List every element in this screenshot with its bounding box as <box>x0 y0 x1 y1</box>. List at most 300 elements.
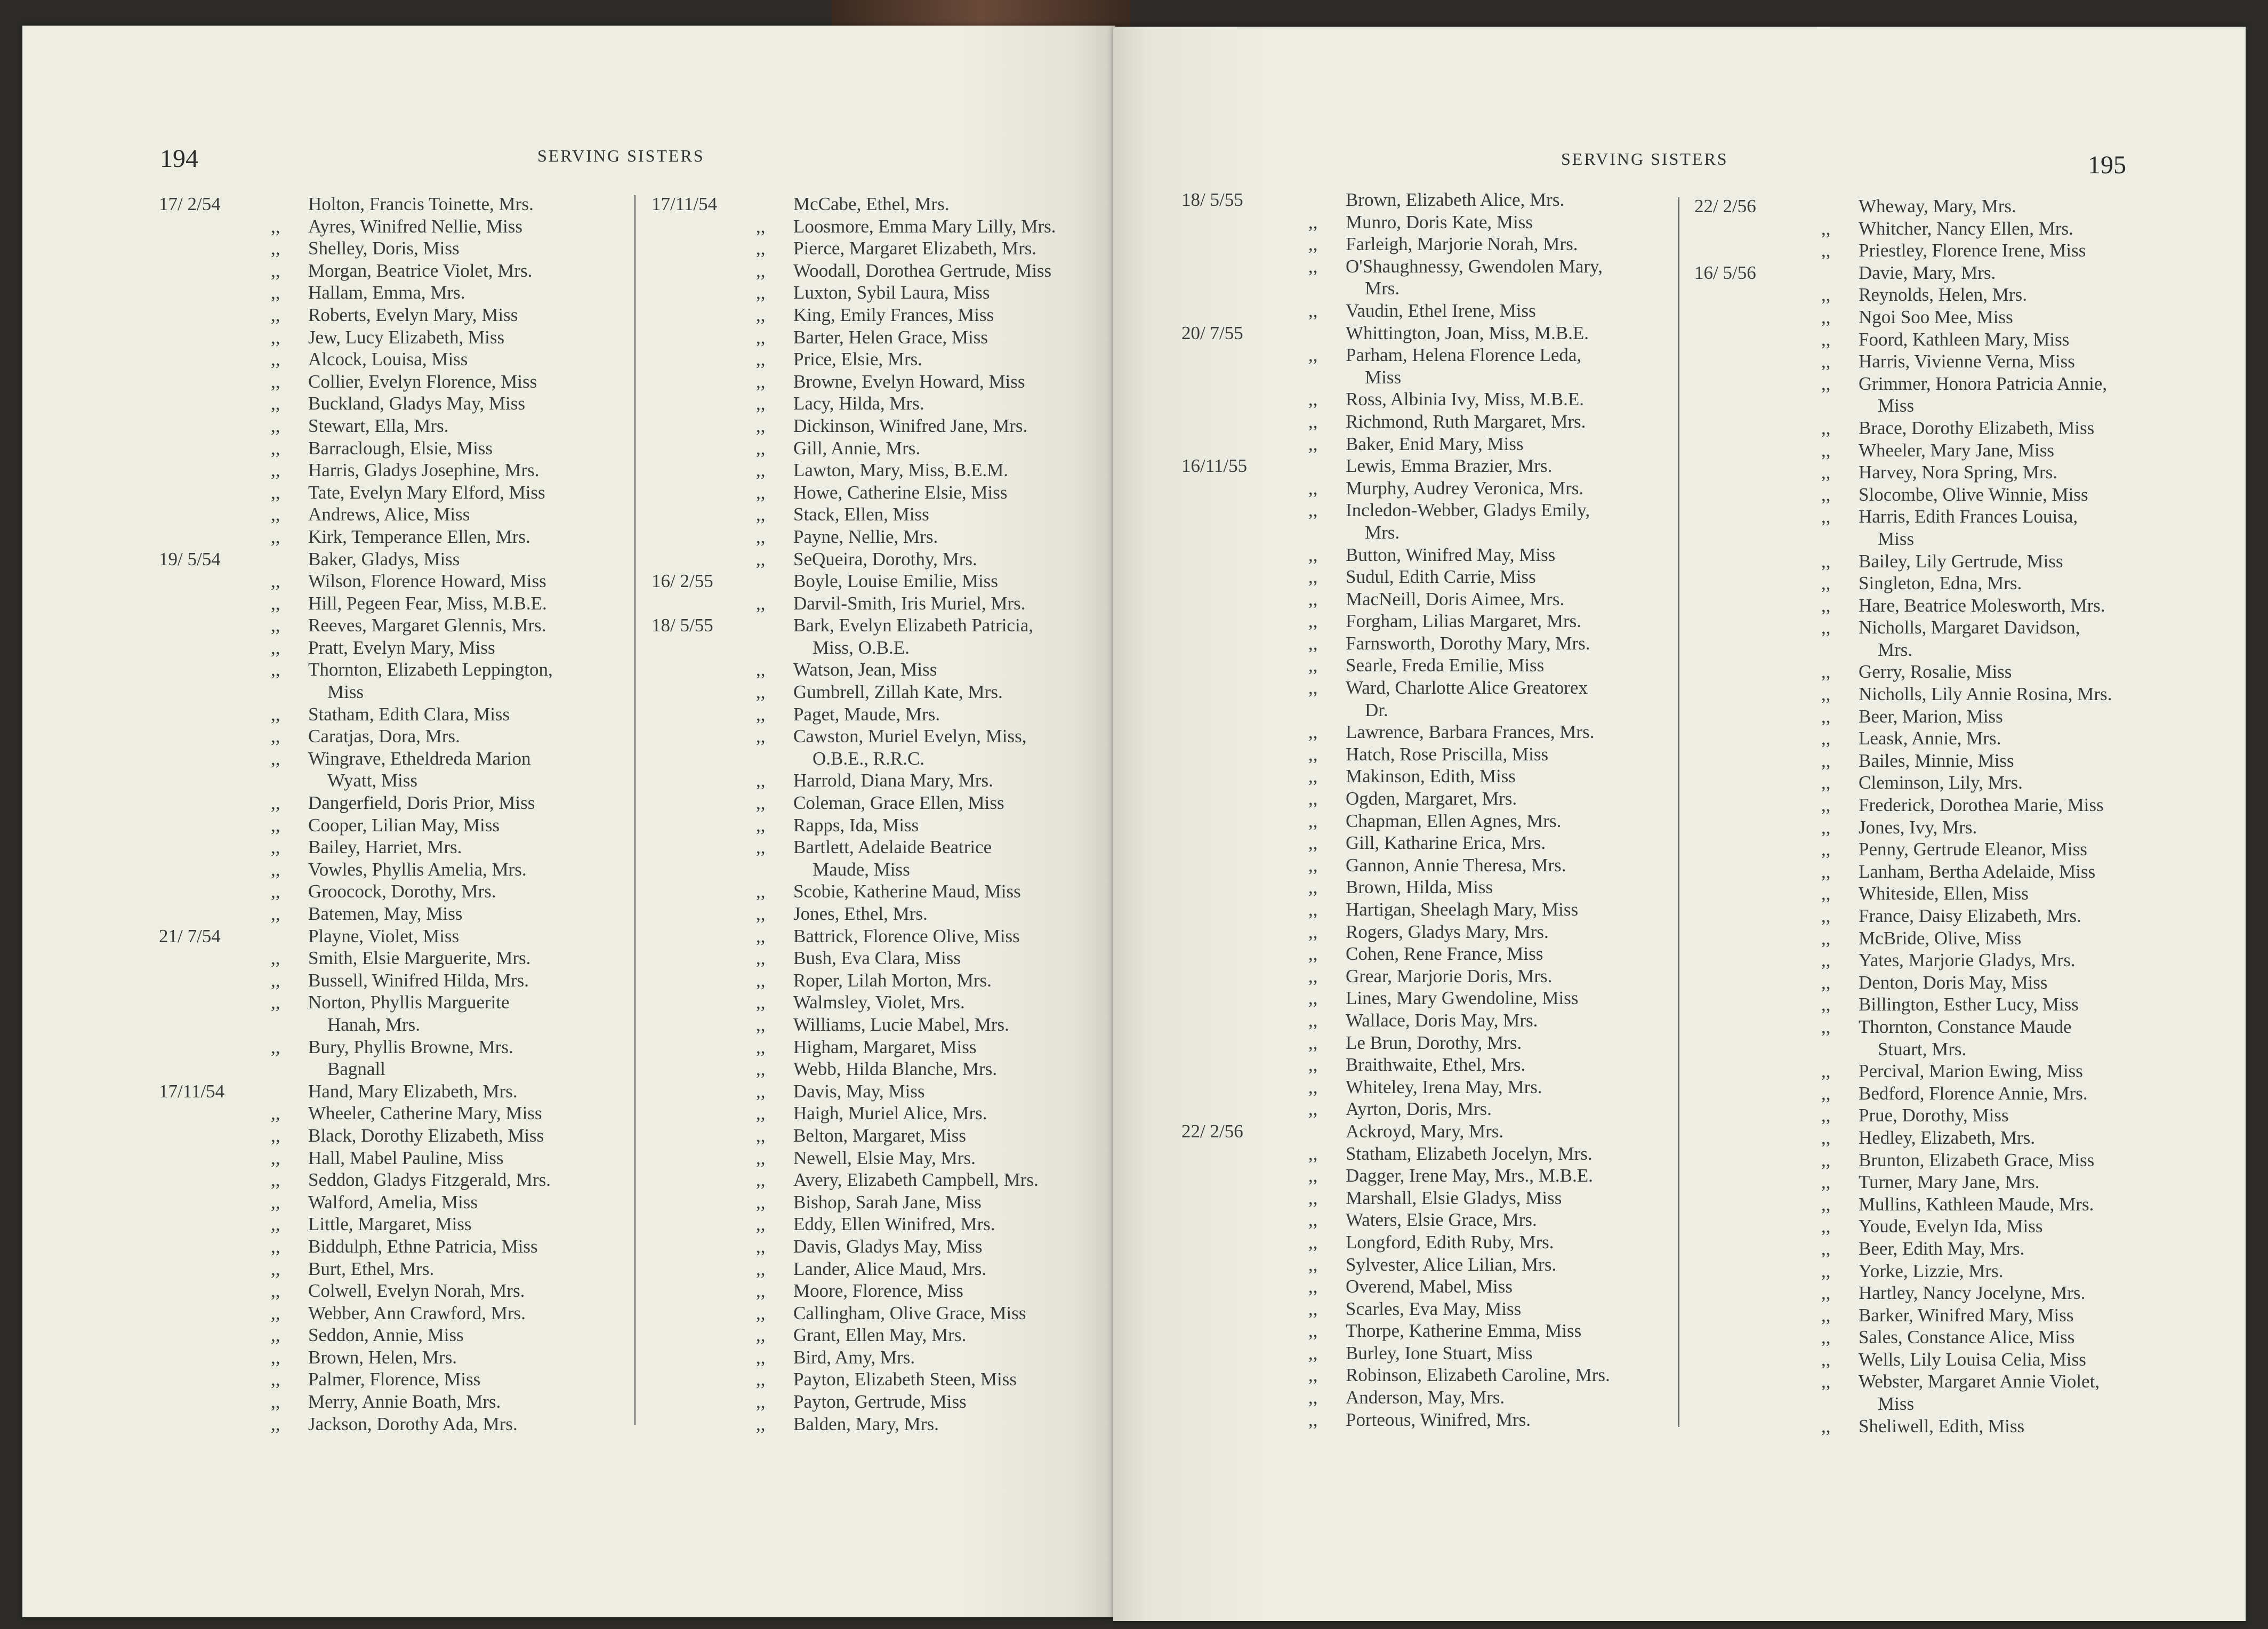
list-item <box>159 326 628 349</box>
entry-name: Harrold, Diana Mary, Mrs. <box>793 770 993 791</box>
list-item <box>1181 721 1661 743</box>
entry-date: ,, <box>1821 1105 1831 1126</box>
entry-name: Ayres, Winifred Nellie, Miss <box>308 215 523 237</box>
entry-name: Howe, Catherine Elsie, Miss <box>793 482 1008 503</box>
list-item <box>159 392 628 415</box>
page-right <box>1113 27 2246 1621</box>
list-item <box>652 1235 1115 1258</box>
list-item <box>1694 461 2174 484</box>
list-item <box>1181 921 1661 943</box>
list-item <box>652 725 1115 769</box>
entry-date: ,, <box>756 948 766 969</box>
entry-date: 17/11/54 <box>652 194 718 214</box>
entry-name: Priestley, Florence Irene, Miss <box>1859 240 2086 261</box>
entry-name: Ackroyd, Mary, Mrs. <box>1346 1120 1504 1142</box>
entry-name: Button, Winifred May, Miss <box>1346 544 1556 565</box>
list-item <box>1181 1254 1661 1276</box>
list-item <box>1181 610 1661 632</box>
entry-date: ,, <box>756 1235 766 1257</box>
list-item <box>652 1324 1115 1346</box>
entry-name: Pratt, Evelyn Mary, Miss <box>308 637 495 658</box>
entry-date: ,, <box>756 1147 766 1168</box>
list-item <box>159 1036 628 1080</box>
entry-date: ,, <box>271 837 280 858</box>
entry-name: Lawton, Mary, Miss, B.E.M. <box>793 460 1009 481</box>
entry-date: ,, <box>756 903 766 924</box>
entry-name: Davie, Mary, Mrs. <box>1859 262 1996 283</box>
entry-date: ,, <box>271 260 280 281</box>
entry-date: ,, <box>271 748 280 769</box>
entry-name: Caratjas, Dora, Mrs. <box>308 726 460 747</box>
list-item <box>652 260 1115 282</box>
entry-date: ,, <box>271 326 280 348</box>
entry-name: Bartlett, Adelaide Beatrice <box>793 837 992 858</box>
list-item <box>652 1036 1115 1058</box>
entry-name: Williams, Lucie Mabel, Mrs. <box>793 1014 1009 1035</box>
entry-date: ,, <box>1821 284 1831 306</box>
entry-name: Higham, Margaret, Miss <box>793 1036 977 1057</box>
entry-date: ,, <box>1308 389 1318 410</box>
list-item <box>159 748 628 792</box>
entry-date: ,, <box>756 415 766 436</box>
entry-name: Hartigan, Sheelagh Mary, Miss <box>1346 899 1579 920</box>
entry-date: ,, <box>1308 211 1318 232</box>
entry-date: ,, <box>271 726 280 747</box>
entry-name: Reynolds, Helen, Mrs. <box>1859 284 2027 306</box>
entry-name: Payton, Elizabeth Steen, Miss <box>793 1369 1017 1390</box>
list-item <box>159 548 628 571</box>
list-item <box>159 1346 628 1369</box>
entry-name: Baker, Enid Mary, Miss <box>1346 433 1524 454</box>
entry-name: Davis, May, Miss <box>793 1080 925 1102</box>
entry-name: SeQueira, Dorothy, Mrs. <box>793 548 977 569</box>
entry-name: Payne, Nellie, Mrs. <box>793 526 938 547</box>
entry-date: ,, <box>756 814 766 836</box>
list-item <box>159 415 628 437</box>
entry-name: Price, Elsie, Mrs. <box>793 349 923 370</box>
entry-name: Burt, Ethel, Mrs. <box>308 1258 435 1279</box>
entry-name: Roper, Lilah Morton, Mrs. <box>793 969 992 991</box>
list-item <box>652 792 1115 814</box>
entry-name: Braithwaite, Ethel, Mrs. <box>1346 1054 1526 1076</box>
entry-name: Bedford, Florence Annie, Mrs. <box>1859 1082 2088 1104</box>
entry-date: ,, <box>756 482 766 503</box>
entry-date: ,, <box>756 282 766 303</box>
list-item <box>1694 750 2174 772</box>
list-item <box>652 969 1115 992</box>
entry-date: ,, <box>756 1014 766 1035</box>
list-item <box>652 1258 1115 1280</box>
entry-name: Boyle, Louise Emilie, Miss <box>793 571 999 592</box>
entry-date: ,, <box>1821 306 1831 327</box>
entry-date: ,, <box>1308 877 1318 898</box>
list-item <box>159 659 628 703</box>
entry-name: Grear, Marjorie Doris, Mrs. <box>1346 965 1553 986</box>
list-item <box>1694 727 2174 750</box>
entry-date: ,, <box>271 881 280 902</box>
list-item <box>1181 1298 1661 1320</box>
entry-name: Paget, Maude, Mrs. <box>793 703 940 725</box>
entry-name: Thornton, Elizabeth Leppington, <box>308 659 553 680</box>
entry-date: ,, <box>271 349 280 370</box>
entry-name: Stack, Ellen, Miss <box>793 504 929 525</box>
list-item <box>159 880 628 903</box>
entry-name: Wells, Lily Louisa Celia, Miss <box>1859 1349 2086 1370</box>
entry-name: Longford, Edith Ruby, Mrs. <box>1346 1231 1554 1253</box>
entry-name-continuation: Bagnall <box>327 1058 385 1080</box>
entry-date: ,, <box>756 1191 766 1213</box>
entry-date: ,, <box>1821 1193 1831 1215</box>
list-item <box>1181 566 1661 588</box>
entry-date: ,, <box>1821 750 1831 771</box>
entry-date: ,, <box>1821 1238 1831 1259</box>
entry-name: Belton, Margaret, Miss <box>793 1125 967 1146</box>
entry-name: Prue, Dorothy, Miss <box>1859 1105 2009 1126</box>
list-item <box>1181 1409 1661 1431</box>
list-item <box>652 991 1115 1014</box>
entry-name: Batemen, May, Miss <box>308 903 463 924</box>
entry-date: ,, <box>1821 1371 1831 1392</box>
entry-date: ,, <box>271 1125 280 1146</box>
entry-date: ,, <box>1821 927 1831 949</box>
entry-name: Webb, Hilda Blanche, Mrs. <box>793 1058 998 1080</box>
entry-date: ,, <box>756 1302 766 1323</box>
entry-name: Frederick, Dorothea Marie, Miss <box>1859 795 2104 816</box>
list-item <box>159 947 628 969</box>
list-item <box>1694 972 2174 994</box>
entry-name: Lawrence, Barbara Frances, Mrs. <box>1346 721 1595 743</box>
entry-date: ,, <box>756 1369 766 1390</box>
list-item <box>1181 1076 1661 1098</box>
entry-date: ,, <box>756 1258 766 1279</box>
list-item <box>1694 905 2174 927</box>
entry-name: Anderson, May, Mrs. <box>1346 1387 1505 1408</box>
entry-name: Harvey, Nora Spring, Mrs. <box>1859 462 2057 483</box>
list-item <box>1181 898 1661 921</box>
list-item <box>1694 816 2174 839</box>
entry-date: ,, <box>1821 1282 1831 1304</box>
entry-name: Cleminson, Lily, Mrs. <box>1859 772 2023 793</box>
entry-name: Groocock, Dorothy, Mrs. <box>308 881 496 902</box>
entry-date: ,, <box>271 460 280 481</box>
entry-name: Youde, Evelyn Ida, Miss <box>1859 1216 2043 1237</box>
entry-date: 21/ 7/54 <box>159 925 221 946</box>
entry-name: Ngoi Soo Mee, Miss <box>1859 306 2013 327</box>
list-item <box>1181 433 1661 455</box>
list-item <box>1181 322 1661 344</box>
entry-name: Lewis, Emma Brazier, Mrs. <box>1346 455 1553 477</box>
entry-name: Brunton, Elizabeth Grace, Miss <box>1859 1149 2095 1170</box>
list-item <box>1694 661 2174 683</box>
entry-name: Bailey, Lily Gertrude, Miss <box>1859 550 2063 572</box>
entry-name: Haigh, Muriel Alice, Mrs. <box>793 1103 987 1124</box>
list-item <box>1694 218 2174 240</box>
entry-name: Colwell, Evelyn Norah, Mrs. <box>308 1280 525 1302</box>
entry-name: Vaudin, Ethel Irene, Miss <box>1346 300 1536 321</box>
entry-date: ,, <box>756 548 766 569</box>
list-item <box>1694 505 2174 550</box>
list-item <box>1694 1370 2174 1415</box>
list-item <box>1694 350 2174 373</box>
list-item <box>1694 1016 2174 1060</box>
entry-date: ,, <box>756 1125 766 1146</box>
list-item <box>652 703 1115 726</box>
list-item <box>159 991 628 1036</box>
entry-date: ,, <box>271 1369 280 1390</box>
entry-name: Woodall, Dorothea Gertrude, Miss <box>793 260 1052 281</box>
entry-name: Beer, Edith May, Mrs. <box>1859 1238 2025 1259</box>
entry-name: Forgham, Lilias Margaret, Mrs. <box>1346 611 1581 632</box>
list-item <box>1694 1238 2174 1260</box>
list-item <box>159 570 628 592</box>
list-item <box>1694 484 2174 506</box>
page-number: 194 <box>160 145 198 173</box>
entry-date: ,, <box>1821 795 1831 816</box>
entry-name-continuation: Dr. <box>1365 699 1388 720</box>
entry-name: Kirk, Temperance Ellen, Mrs. <box>308 526 530 547</box>
entry-name: Jew, Lucy Elizabeth, Miss <box>308 326 505 348</box>
entry-name: Incledon-Webber, Gladys Emily, <box>1346 500 1590 521</box>
entry-name: Little, Margaret, Miss <box>308 1214 472 1235</box>
list-item <box>159 925 628 948</box>
entry-name: Lines, Mary Gwendoline, Miss <box>1346 988 1579 1009</box>
entry-date: ,, <box>1821 950 1831 971</box>
entry-name: Scobie, Katherine Maud, Miss <box>793 881 1021 902</box>
entry-date: ,, <box>1308 1209 1318 1231</box>
entry-date: ,, <box>1821 705 1831 727</box>
entry-date: ,, <box>1308 1098 1318 1120</box>
entry-name: Morgan, Beatrice Violet, Mrs. <box>308 260 533 281</box>
entry-name: Battrick, Florence Olive, Miss <box>793 925 1020 946</box>
entry-date: ,, <box>271 526 280 547</box>
entry-name: Brown, Helen, Mrs. <box>308 1346 457 1368</box>
list-item <box>1181 1032 1661 1054</box>
entry-date: ,, <box>1308 1342 1318 1363</box>
entry-name: Coleman, Grace Ellen, Miss <box>793 792 1004 814</box>
entry-date: ,, <box>756 770 766 791</box>
list-item <box>1181 876 1661 898</box>
list-item <box>159 348 628 371</box>
entry-name: Slocombe, Olive Winnie, Miss <box>1859 484 2088 505</box>
list-item <box>652 526 1115 548</box>
list-item <box>1181 588 1661 611</box>
entry-date: ,, <box>756 659 766 680</box>
entry-date: ,, <box>271 792 280 814</box>
list-item <box>1181 455 1661 477</box>
list-item <box>1181 499 1661 543</box>
entry-name: Palmer, Florence, Miss <box>308 1369 481 1390</box>
running-head: SERVING SISTERS <box>537 146 705 165</box>
entry-date: ,, <box>756 215 766 237</box>
list-item <box>1694 1171 2174 1193</box>
entry-date: ,, <box>271 659 280 680</box>
entry-name: Sudul, Edith Carrie, Miss <box>1346 566 1536 588</box>
list-item <box>652 1346 1115 1369</box>
entry-date: ,, <box>271 282 280 303</box>
entry-name: Hill, Pegeen Fear, Miss, M.B.E. <box>308 592 547 614</box>
list-item <box>159 1258 628 1280</box>
list-item <box>1694 794 2174 816</box>
entry-name: Ward, Charlotte Alice Greatorex <box>1346 677 1588 699</box>
entry-date: ,, <box>271 1169 280 1191</box>
entry-name: Sylvester, Alice Lilian, Mrs. <box>1346 1254 1557 1275</box>
entry-name: Rapps, Ida, Miss <box>793 814 919 836</box>
entry-date: ,, <box>1821 439 1831 461</box>
entry-date: ,, <box>1308 810 1318 831</box>
entries-column-1 <box>159 193 628 1435</box>
entry-name: Yorke, Lizzie, Mrs. <box>1859 1260 2004 1281</box>
entry-name-continuation: Stuart, Mrs. <box>1878 1038 1967 1060</box>
list-item <box>159 371 628 393</box>
entry-date: ,, <box>756 1325 766 1346</box>
list-item <box>652 348 1115 371</box>
entry-date: ,, <box>756 837 766 858</box>
entry-name: O'Shaughnessy, Gwendolen Mary, <box>1346 255 1603 277</box>
entry-date: ,, <box>271 1302 280 1323</box>
entry-date: ,, <box>1821 550 1831 572</box>
list-item <box>652 570 1115 592</box>
entry-name: France, Daisy Elizabeth, Mrs. <box>1859 905 2081 926</box>
list-item <box>159 1235 628 1258</box>
entry-name: King, Emily Frances, Miss <box>793 304 994 325</box>
entry-date: ,, <box>1821 1216 1831 1237</box>
list-item <box>159 903 628 925</box>
list-item <box>652 392 1115 415</box>
list-item <box>652 681 1115 703</box>
entry-date: ,, <box>756 992 766 1013</box>
entry-date: ,, <box>1821 1082 1831 1104</box>
list-item <box>1181 189 1661 211</box>
entry-name: Wheeler, Mary Jane, Miss <box>1859 439 2054 461</box>
entry-date: ,, <box>271 992 280 1013</box>
list-item <box>1694 1349 2174 1371</box>
list-item <box>1181 255 1661 300</box>
entry-name: Walmsley, Violet, Mrs. <box>793 992 965 1013</box>
entry-date: ,, <box>271 1147 280 1168</box>
list-item <box>652 215 1115 238</box>
entry-name: Reeves, Margaret Glennis, Mrs. <box>308 615 546 636</box>
list-item <box>159 1213 628 1235</box>
list-item <box>159 215 628 238</box>
entry-name: Foord, Kathleen Mary, Miss <box>1859 328 2070 350</box>
list-item <box>1694 284 2174 306</box>
list-item <box>1181 632 1661 655</box>
entry-name: Bush, Eva Clara, Miss <box>793 948 961 969</box>
list-item <box>652 548 1115 571</box>
entry-name: Gill, Annie, Mrs. <box>793 437 921 459</box>
entry-date: ,, <box>756 1413 766 1434</box>
entry-date: 22/ 2/56 <box>1181 1120 1243 1142</box>
entry-name-continuation: Miss <box>1365 366 1402 388</box>
entry-date: ,, <box>1308 854 1318 876</box>
entry-date: ,, <box>1821 1127 1831 1148</box>
list-item <box>652 925 1115 948</box>
list-item <box>1694 1326 2174 1349</box>
entry-date: ,, <box>1308 344 1318 366</box>
entry-name: Sheliwell, Edith, Miss <box>1859 1415 2025 1437</box>
entry-date: ,, <box>271 1235 280 1257</box>
entry-date: ,, <box>756 1169 766 1191</box>
entry-name-continuation: Miss <box>327 681 364 703</box>
entry-date: ,, <box>1821 972 1831 993</box>
entry-name: Hartley, Nancy Jocelyne, Mrs. <box>1859 1282 2086 1304</box>
entry-date: ,, <box>756 460 766 481</box>
entry-name: Pierce, Margaret Elizabeth, Mrs. <box>793 238 1037 259</box>
entry-name: Norton, Phyllis Marguerite <box>308 992 510 1013</box>
list-item <box>1181 1320 1661 1342</box>
entry-name: Lander, Alice Maud, Mrs. <box>793 1258 987 1279</box>
entry-name-continuation: Mrs. <box>1365 521 1400 543</box>
entry-name: Bark, Evelyn Elizabeth Patricia, <box>793 615 1033 636</box>
list-item <box>159 592 628 615</box>
entry-date: 17/11/54 <box>159 1080 225 1102</box>
entry-name: Gill, Katharine Erica, Mrs. <box>1346 832 1546 854</box>
entry-date: ,, <box>271 504 280 525</box>
list-item <box>652 1280 1115 1302</box>
list-item <box>652 592 1115 615</box>
entry-name: Playne, Violet, Miss <box>308 925 460 946</box>
entry-name: Waters, Elsie Grace, Mrs. <box>1346 1209 1537 1231</box>
entry-name: Murphy, Audrey Veronica, Mrs. <box>1346 477 1584 499</box>
entry-date: ,, <box>271 482 280 503</box>
entry-date: ,, <box>1308 1365 1318 1386</box>
entry-name: Whitcher, Nancy Ellen, Mrs. <box>1859 218 2073 239</box>
list-item <box>1694 595 2174 617</box>
entry-name: Callingham, Olive Grace, Miss <box>793 1302 1026 1323</box>
entry-date: ,, <box>1821 351 1831 372</box>
entry-name: Jones, Ethel, Mrs. <box>793 903 928 924</box>
entry-name: Gumbrell, Zillah Kate, Mrs. <box>793 681 1003 703</box>
entry-name-continuation: Hanah, Mrs. <box>327 1014 420 1035</box>
entry-name: Black, Dorothy Elizabeth, Miss <box>308 1125 544 1146</box>
entry-date: ,, <box>756 969 766 991</box>
entry-name: Farleigh, Marjorie Norah, Mrs. <box>1346 234 1578 255</box>
list-item <box>159 637 628 659</box>
entry-date: ,, <box>1308 411 1318 432</box>
entry-name-continuation: Mrs. <box>1365 278 1400 299</box>
entry-date: ,, <box>756 526 766 547</box>
entry-name: Farnsworth, Dorothy Mary, Mrs. <box>1346 632 1590 654</box>
entry-date: ,, <box>756 726 766 747</box>
entry-date: ,, <box>1308 788 1318 809</box>
entry-name: Scarles, Eva May, Miss <box>1346 1298 1522 1319</box>
list-item <box>159 1080 628 1103</box>
entry-name: Dickinson, Winifred Jane, Mrs. <box>793 415 1028 436</box>
list-item <box>159 1413 628 1435</box>
list-item <box>1181 1342 1661 1365</box>
entry-date: 18/ 5/55 <box>1181 189 1243 210</box>
entry-date: ,, <box>1821 1061 1831 1082</box>
list-item <box>159 836 628 858</box>
entry-date: ,, <box>271 215 280 237</box>
entry-name: Bury, Phyllis Browne, Mrs. <box>308 1036 513 1057</box>
entry-date: ,, <box>271 1325 280 1346</box>
entry-date: ,, <box>1308 544 1318 565</box>
entry-name: Jackson, Dorothy Ada, Mrs. <box>308 1413 518 1434</box>
entry-name: Thorpe, Katherine Emma, Miss <box>1346 1320 1582 1342</box>
entry-date: ,, <box>1308 1254 1318 1275</box>
list-item <box>1181 477 1661 500</box>
entry-date: ,, <box>756 393 766 414</box>
entry-date: ,, <box>1308 1187 1318 1208</box>
entry-date: ,, <box>1821 462 1831 483</box>
list-item <box>1181 1231 1661 1254</box>
entry-date: 20/ 7/55 <box>1181 322 1243 343</box>
entry-name: Dagger, Irene May, Mrs., M.B.E. <box>1346 1165 1593 1186</box>
entry-date: ,, <box>1308 1298 1318 1319</box>
list-item <box>159 725 628 748</box>
list-item <box>159 1102 628 1125</box>
